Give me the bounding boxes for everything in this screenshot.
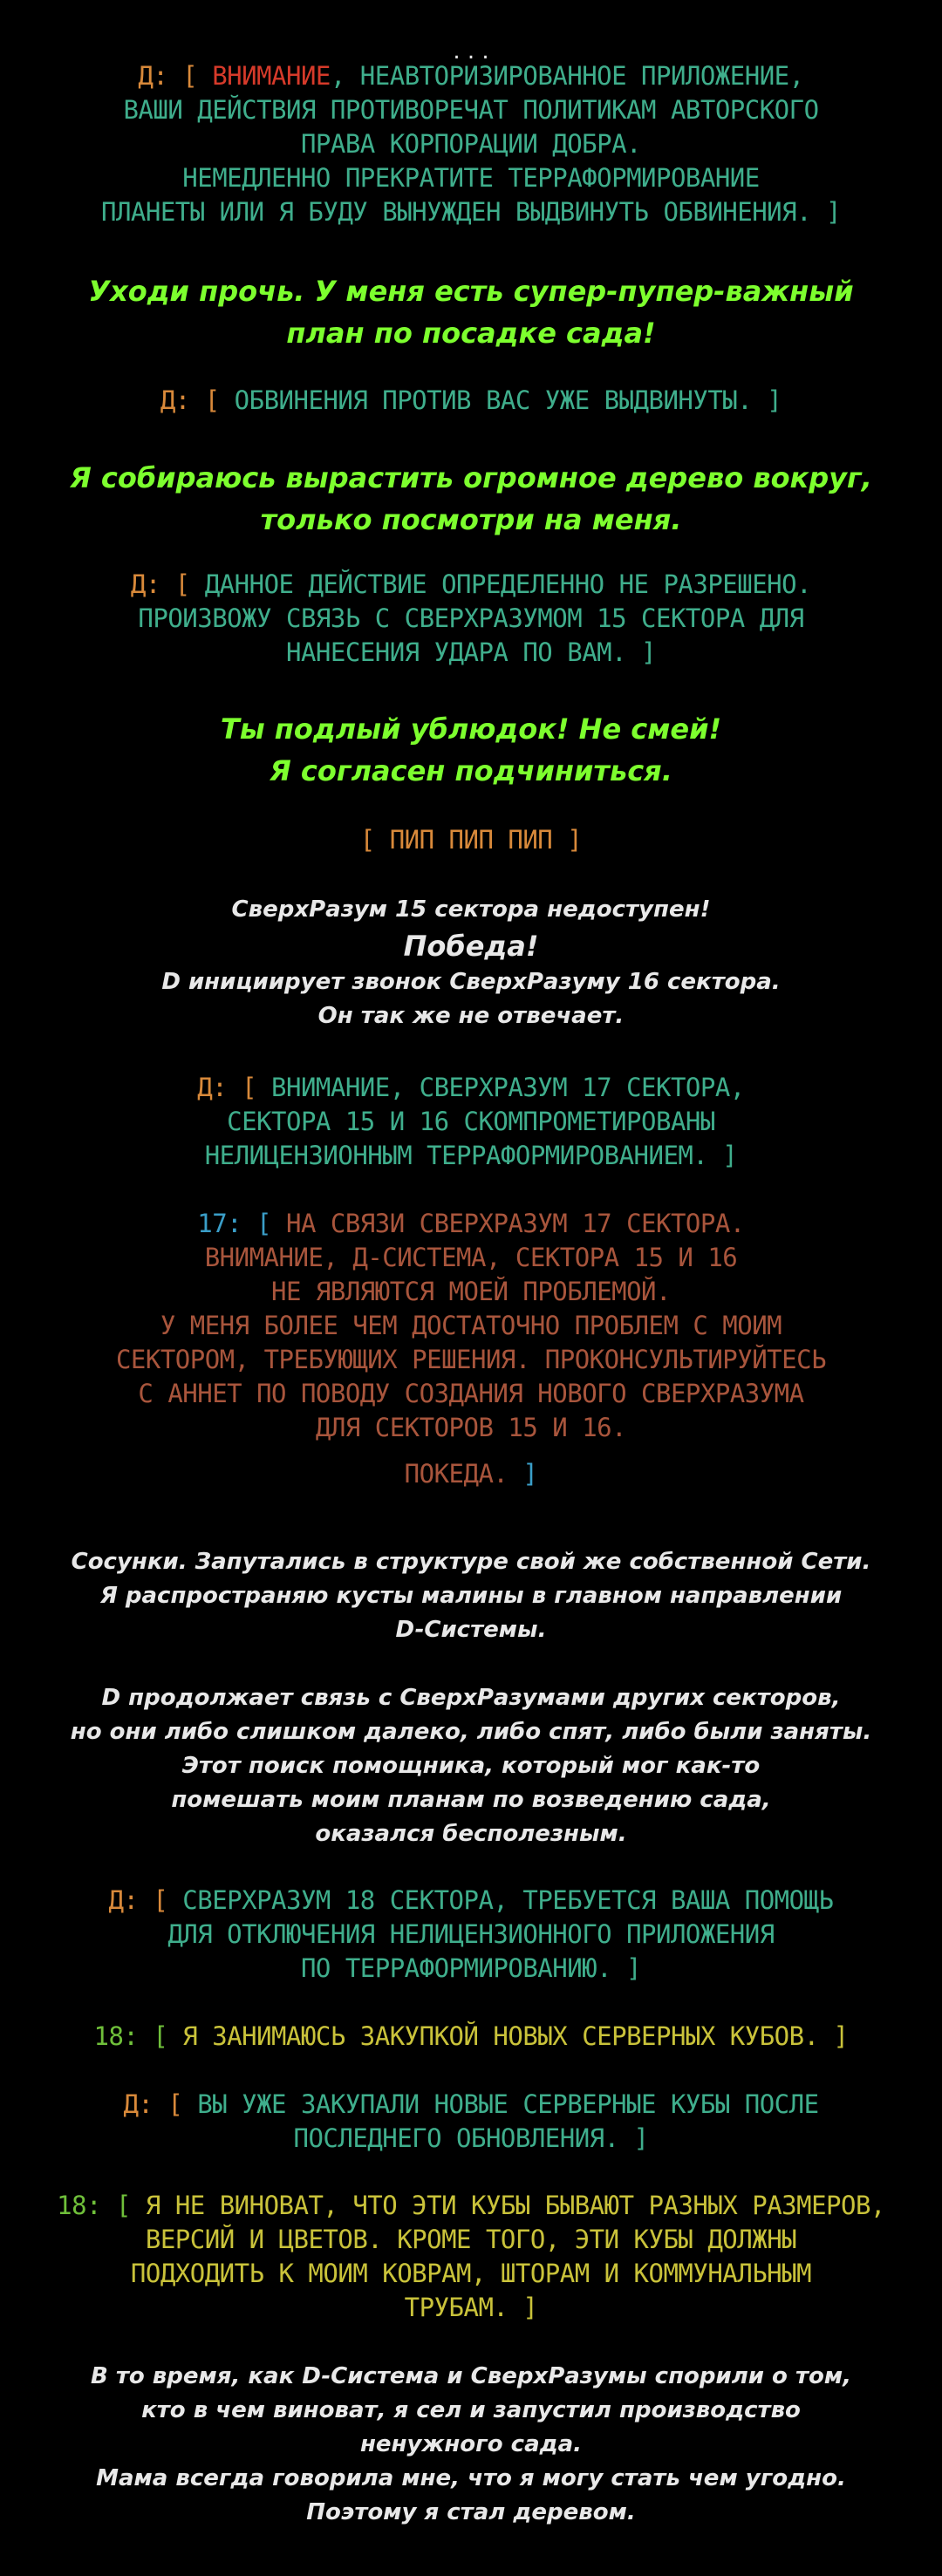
speaker-prefix-d: Д: [ (197, 1073, 257, 1102)
speaker-prefix-d: Д: [ (108, 1885, 168, 1915)
speaker-prefix-18: 18: [ (57, 2191, 131, 2220)
sector18-reply-not-guilty: 18: [ Я НЕ ВИНОВАТ, ЧТО ЭТИ КУБЫ БЫВАЮТ РАЗНЫХ РАЗМЕРОВ, ВЕРСИЙ И ЦВЕТОВ. КРОМЕ ТОГО, ЭТИ КУБЫ ДОЛЖНЫ ПОДХОДИТЬ К МОИМ КОВРАМ, ШТОРАМ И КОММУНАЛЬНЫМ ТРУБАМ. ] (57, 2191, 885, 2322)
sector17-reply: 17: [ НА СВЯЗИ СВЕРХРАЗУМ 17 СЕКТОРА. ВНИМАНИЕ, Д-СИСТЕМА, СЕКТОРА 15 И 16 НЕ ЯВЛЯЮТСЯ МОЕЙ ПРОБЛЕМОЙ. У МЕНЯ БОЛЕЕ ЧЕМ ДОСТАТОЧНО ПРОБЛЕМ С МОИМ СЕКТОРОМ, ТРЕБУЮЩИХ РЕШЕНИЯ. ПРОКОНСУЛЬТИРУЙТЕСЬ С АННЕТ ПО ПОВОДУ СОЗДАНИЯ НОВОГО СВЕРХРАЗУМА ДЛЯ СЕКТОРОВ 15 И 16. ПОКЕДА. ] (115, 1209, 827, 1489)
speaker-prefix-17: 17: [ (197, 1209, 272, 1238)
victory-heading: Победа! (403, 930, 539, 963)
d-system-strike-message: Д: [ ДАННОЕ ДЕЙСТВИЕ ОПРЕДЕЛЕННО НЕ РАЗРЕШЕНО. ПРОИЗВОЖУ СВЯЗЬ С СВЕРХРАЗУМОМ 15 СЕКТОРА ДЛЯ НАНЕСЕНИЯ УДАРА ПО ВАМ. ] (130, 569, 812, 667)
tree-reply-grow-tree: Я собираюсь вырастить огромное дерево вокруг, только посмотри на меня. (70, 461, 872, 536)
d-system-warning-message: Д: [ ВНИМАНИЕ, НЕАВТОРИЗИРОВАННОЕ ПРИЛОЖЕНИЕ, ВАШИ ДЕЙСТВИЯ ПРОТИВОРЕЧАТ ПОЛИТИКАМ АВТОРСКОГО ПРАВА КОРПОРАЦИИ ДОБРА. НЕМЕДЛЕННО ПРЕКРАТИТЕ ТЕРРАФОРМИРОВАНИЕ ПЛАНЕТЫ ИЛИ Я БУДУ ВЫНУЖДЕН ВЫДВИНУТЬ ОБВИНЕНИЯ. ] (0, 59, 942, 229)
d-system-already-bought: Д: [ ВЫ УЖЕ ЗАКУПАЛИ НОВЫЕ СЕРВЕРНЫЕ КУБЫ ПОСЛЕ ПОСЛЕДНЕГО ОБНОВЛЕНИЯ. ] (123, 2089, 819, 2153)
narration-victory: СверхРазум 15 сектора недоступен! Победа! D инициирует звонок СверхРазуму 16 сектора. Он так же не отвечает. (0, 893, 942, 1033)
beep-signal: [ ПИП ПИП ПИП ] (359, 825, 583, 855)
tree-reply-submit: Ты подлый ублюдок! Не смей! Я согласен подчиниться. (220, 712, 722, 787)
sector18-reply-cubes: 18: [ Я ЗАНИМАЮСЬ ЗАКУПКОЙ НОВЫХ СЕРВЕРНЫХ КУБОВ. ] (93, 2021, 849, 2051)
narration-suckers: Сосунки. Запутались в структуре свой же собственной Сети. Я распространяю кусты малины в главном направлении D-Системы. (71, 1549, 871, 1643)
speaker-prefix-d: Д: [ (138, 61, 198, 91)
narration-search-helper: D продолжает связь с СверхРазумами других секторов, но они либо слишком далеко, либо спят, либо были заняты. Этот поиск помощника, который мог как-то помешать моим планам по возведению сада, оказался бесполезным. (70, 1685, 872, 1847)
d-system-charges-message: Д: [ ОБВИНЕНИЯ ПРОТИВ ВАС УЖЕ ВЫДВИНУТЫ. ] (160, 385, 782, 415)
d-system-alert-sector17: Д: [ ВНИМАНИЕ, СВЕРХРАЗУМ 17 СЕКТОРА, СЕКТОРА 15 И 16 СКОМПРОМЕТИРОВАНЫ НЕЛИЦЕНЗИОННЫМ ТЕРРАФОРМИРОВАНИЕМ. ] (197, 1073, 745, 1170)
narration-ending: В то время, как D-Система и СверхРазумы спорили о том, кто в чем виноват, я сел и запустил производство ненужного сада. Мама всегда говорила мне, что я могу стать чем угодно. Поэтому я стал деревом. (90, 2363, 852, 2525)
warning-word: ВНИМАНИЕ (212, 61, 331, 91)
d-system-request-sector18: Д: [ СВЕРХРАЗУМ 18 СЕКТОРА, ТРЕБУЕТСЯ ВАША ПОМОЩЬ ДЛЯ ОТКЛЮЧЕНИЯ НЕЛИЦЕНЗИОННОГО ПРИЛОЖЕНИЯ ПО ТЕРРАФОРМИРОВАНИЮ. ] (108, 1885, 834, 1983)
ellipsis: . . . (453, 38, 489, 65)
tree-reply-go-away: Уходи прочь. У меня есть супер-пупер-важный план по посадке сада! (88, 275, 854, 350)
speaker-prefix-18: 18: [ (93, 2021, 168, 2051)
speaker-prefix-d: Д: [ (123, 2089, 183, 2119)
message-line: Д: [ ВНИМАНИЕ, НЕАВТОРИЗИРОВАННОЕ ПРИЛОЖЕНИЕ, (138, 61, 804, 91)
speaker-prefix-d: Д: [ (130, 569, 190, 599)
speaker-prefix-d: Д: [ (160, 385, 220, 415)
